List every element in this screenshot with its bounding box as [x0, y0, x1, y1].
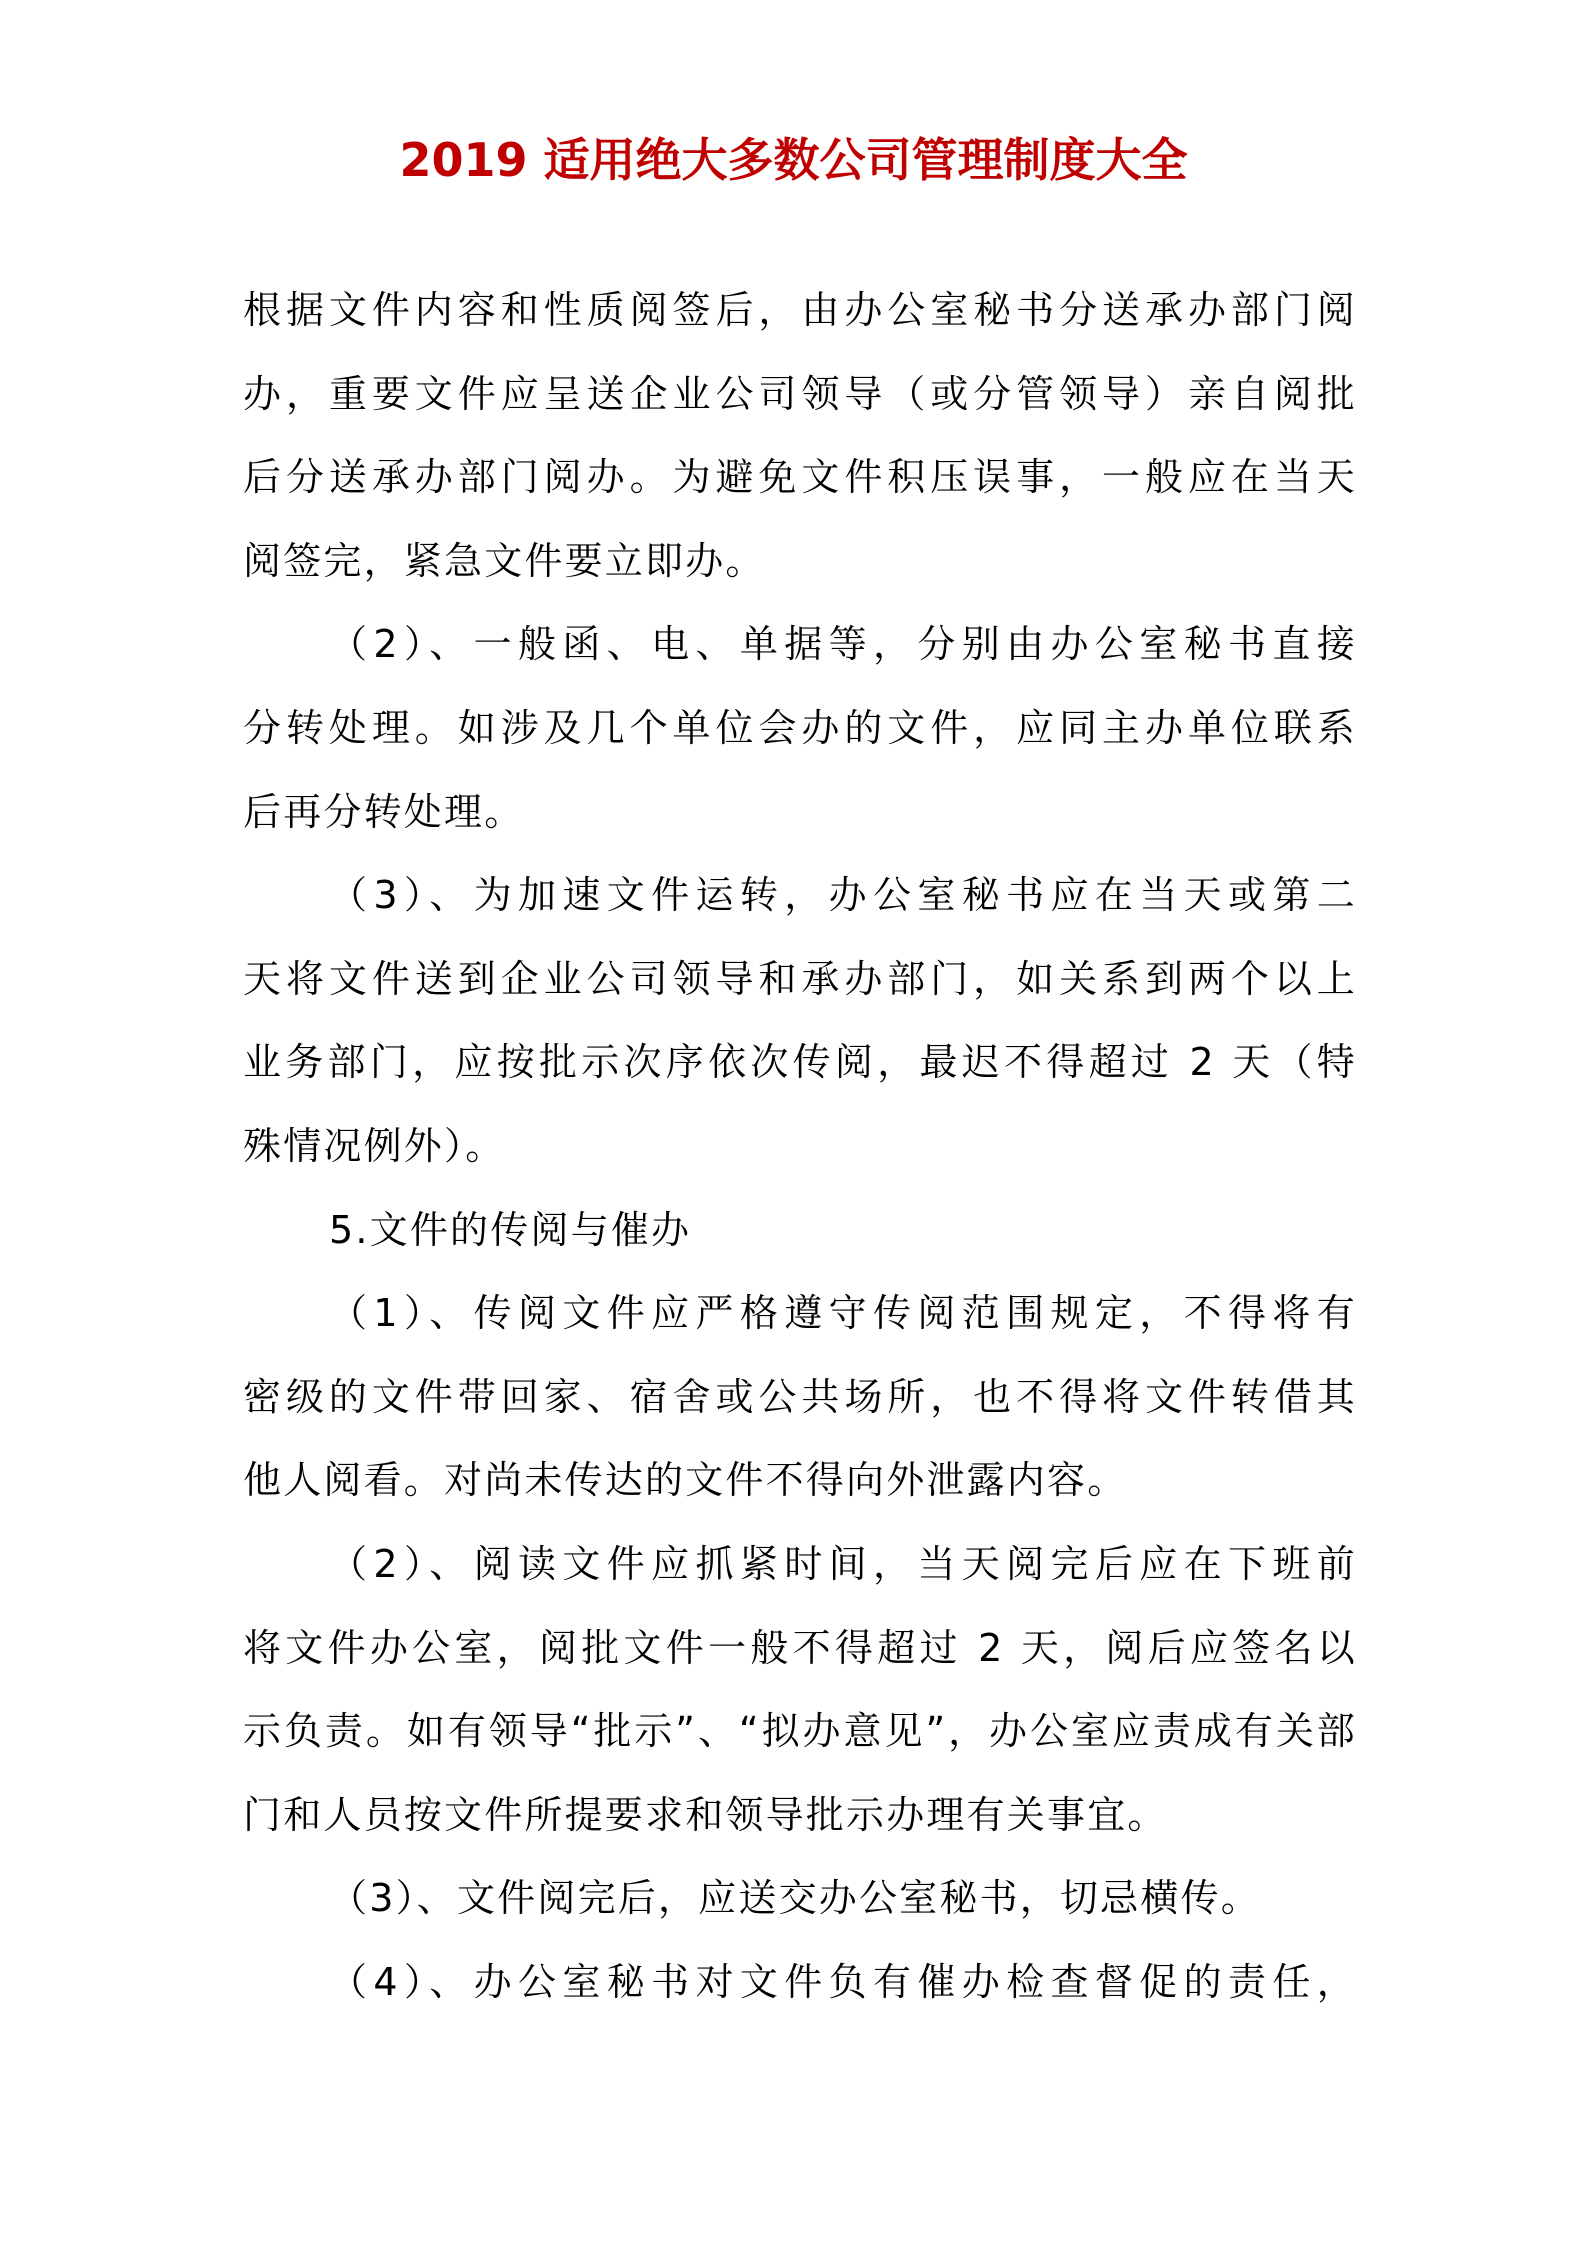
- body-line: 后再分转处理。: [243, 789, 525, 834]
- body-line: 将文件办公室，阅批文件一般不得超过 2 天，阅后应签名以: [243, 1625, 1357, 1670]
- body-line: （1）、传阅文件应严格遵守传阅范围规定，不得将有: [329, 1291, 1357, 1336]
- body-line: （4）、办公室秘书对文件负有催办检查督促的责任，: [329, 1959, 1357, 2004]
- body-line: 示负责。如有领导“批示”、“拟办意见”，办公室应责成有关部: [243, 1709, 1357, 1754]
- body-line: （3）、为加速文件运转，办公室秘书应在当天或第二: [329, 873, 1357, 918]
- section-heading: 5.文件的传阅与催办: [329, 1207, 692, 1252]
- body-line: 业务部门，应按批示次序依次传阅，最迟不得超过 2 天（特: [243, 1040, 1357, 1085]
- body-line: 门和人员按文件所提要求和领导批示办理有关事宜。: [243, 1792, 1168, 1837]
- body-line: 殊情况例外）。: [243, 1123, 506, 1168]
- document-body: [243, 282, 1357, 2037]
- body-line: 根据文件内容和性质阅签后，由办公室秘书分送承办部门阅: [243, 288, 1357, 332]
- body-line: 分转处理。如涉及几个单位会办的文件，应同主办单位联系: [243, 705, 1357, 750]
- body-line: （2）、阅读文件应抓紧时间，当天阅完后应在下班前: [329, 1541, 1357, 1586]
- body-line: 天将文件送到企业公司领导和承办部门，如关系到两个以上: [243, 956, 1357, 1001]
- body-line: （2）、一般函、电、单据等，分别由办公室秘书直接: [329, 622, 1357, 667]
- body-line: 后分送承办部门阅办。为避免文件积压误事，一般应在当天: [243, 455, 1357, 500]
- body-line: 他人阅看。对尚未传达的文件不得向外泄露内容。: [243, 1458, 1128, 1503]
- body-line: 办，重要文件应呈送企业公司领导（或分管领导）亲自阅批: [243, 371, 1357, 416]
- document-title: 2019 适用绝大多数公司管理制度大全: [399, 133, 1188, 187]
- body-line: 密级的文件带回家、宿舍或公共场所，也不得将文件转借其: [243, 1374, 1357, 1419]
- body-line: （3）、文件阅完后，应送交办公室秘书，切忌横传。: [329, 1876, 1261, 1921]
- body-line: 阅签完，紧急文件要立即办。: [243, 538, 766, 583]
